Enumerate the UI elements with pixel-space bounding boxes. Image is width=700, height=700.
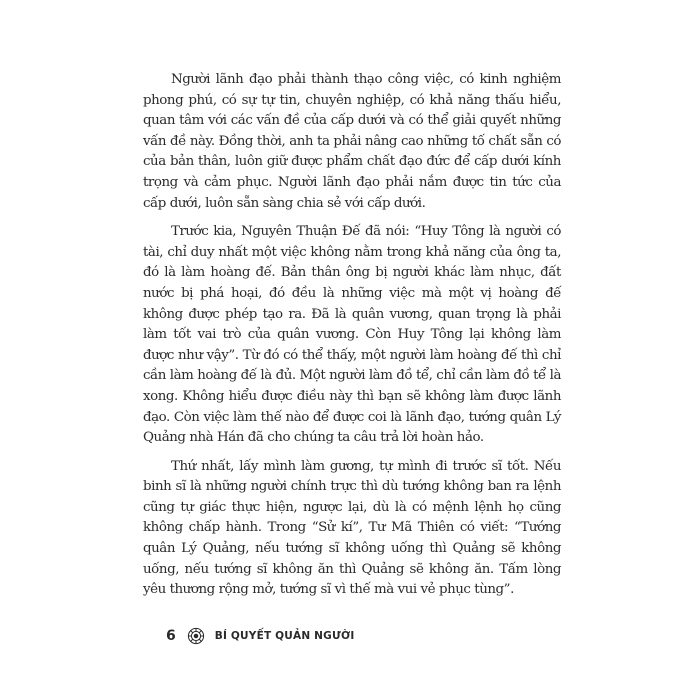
- book-title: BÍ QUYẾT QUẢN NGƯỜI: [214, 630, 355, 642]
- paragraph-2: Trước kia, Nguyên Thuận Đế đã nói: “Huy Tông là người có tài, chỉ duy nhất một việc không nằm trong khả năng của ông ta, đó là làm hoàng đế. Bản thân ông bị người khác làm nhục, đất nước bị phá hoại, đó đều là những việc mà một vị hoàng đế không được phép tạo ra. Đã là quân vương, quan trọng là phải làm tốt vai trò của quân vương. Còn Huy Tông lại không làm được như vậy”. Từ đó có thể thấy, một người làm hoàng đế thì chỉ cần làm hoàng đế là đủ. Một người làm đồ tể, chỉ cần làm đồ tể là xong. Không hiểu được điều này thì bạn sẽ không làm được lãnh đạo. Còn việc làm thế nào để được coi là lãnh đạo, tướng quân Lý Quảng nhà Hán đã cho chúng ta câu trả lời hoàn hảo.: [143, 224, 561, 446]
- paragraph-1: Người lãnh đạo phải thành thạo công việc, có kinh nghiệm phong phú, có sự tự tin, chuyên nghiệp, có khả năng thấu hiểu, quan tâm với các vấn đề của cấp dưới và có thể giải quyết những vấn đề này. Đồng thời, anh ta phải nâng cao những tố chất sẵn có của bản thân, luôn giữ được phẩm chất đạo đức để cấp dưới kính trọng và cảm phục. Người lãnh đạo phải nắm được tin tức của cấp dưới, luôn sẵn sàng chia sẻ với cấp dưới.: [143, 72, 561, 211]
- ornament-icon: [187, 627, 205, 645]
- page-footer: [166, 626, 354, 646]
- page-number: 6: [166, 628, 176, 644]
- paragraph-3: Thứ nhất, lấy mình làm gương, tự mình đi trước sĩ tốt. Nếu binh sĩ là những người chính trực thì dù tướng không ban ra lệnh cũng tự giác thực hiện, ngược lại, dù là có mệnh lệnh họ cũng không chấp hành. Trong “Sử kí”, Tư Mã Thiên có viết: “Tướng quân Lý Quảng, nếu tướng sĩ không uống thì Quảng sẽ không uống, nếu tướng sĩ không ăn thì Quảng sẽ không ăn. Tấm lòng yêu thương rộng mở, tướng sĩ vì thế mà vui vẻ phục tùng”.: [143, 458, 561, 598]
- page-body: [143, 70, 561, 609]
